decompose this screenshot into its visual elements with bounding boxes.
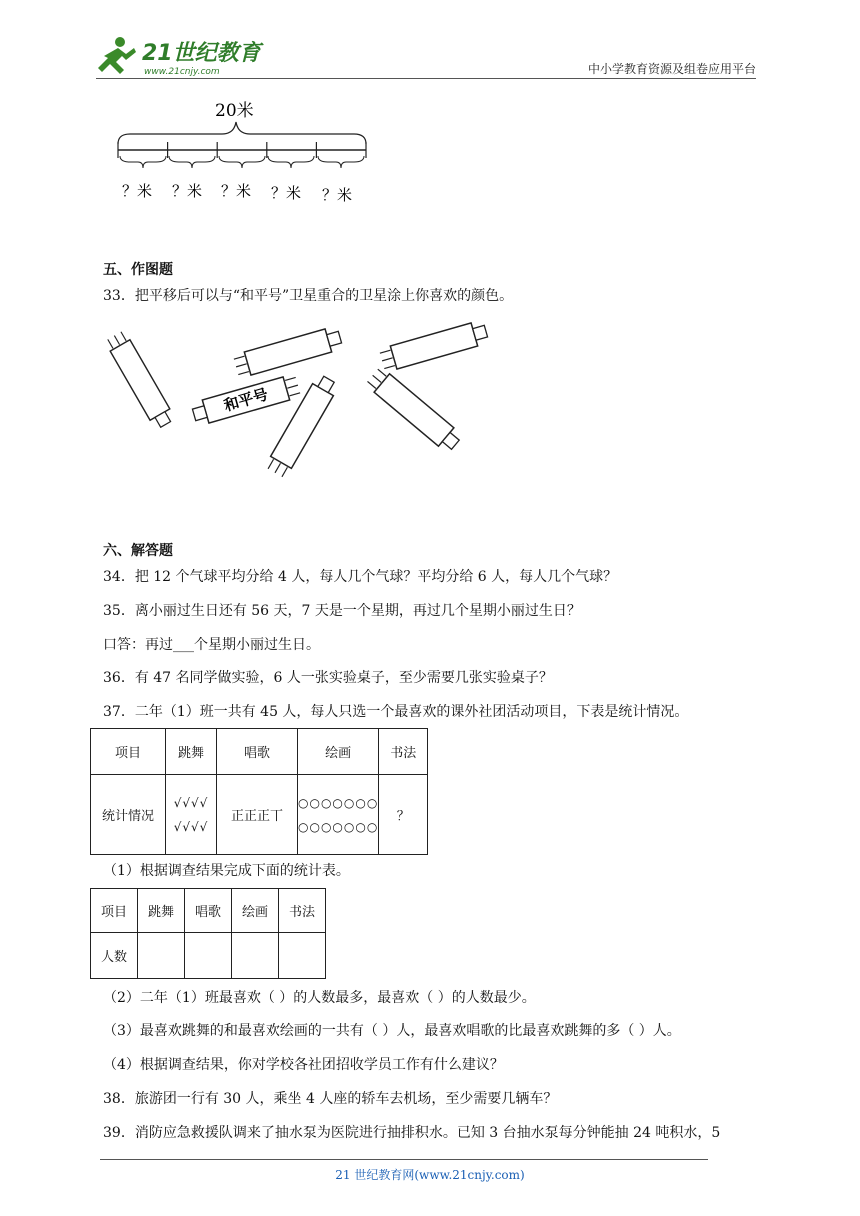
section-title-drawing: 五、作图题 — [103, 262, 173, 278]
logo-text: 21世纪教育 — [142, 41, 261, 66]
segment-labels — [122, 182, 352, 204]
segment-label: ？米 — [122, 182, 153, 200]
calligraphy-tally: ？ — [379, 775, 428, 855]
segment-label: ？米 — [172, 182, 203, 200]
satellite[interactable] — [365, 366, 463, 454]
segment-label: ？米 — [322, 186, 353, 204]
table-header: 唱歌 — [217, 729, 298, 775]
table-header: 跳舞 — [138, 889, 185, 933]
sub-braces — [120, 156, 364, 168]
segment-diagram — [110, 92, 380, 212]
survey-table — [90, 728, 428, 855]
table-header: 书法 — [279, 889, 326, 933]
question-37-3: （3）最喜欢跳舞的和最喜欢绘画的一共有（ ）人，最喜欢唱歌的比最喜欢跳舞的多（ ）人。 — [103, 1023, 681, 1039]
answer-cell[interactable] — [185, 933, 232, 979]
table-header: 唱歌 — [185, 889, 232, 933]
question-36: 36．有 47 名同学做实验，6 人一张实验桌子，至少需要几张实验桌子？ — [103, 670, 553, 686]
question-37: 37．二年（1）班一共有 45 人，每人只选一个最喜欢的课外社团活动项目，下表是统计情况。 — [103, 704, 689, 720]
brace — [118, 122, 366, 144]
answer-cell[interactable] — [232, 933, 279, 979]
satellite[interactable] — [379, 320, 489, 373]
logo — [96, 34, 266, 80]
question-37-1: （1）根据调查结果完成下面的统计表。 — [103, 863, 350, 879]
total-length-label: 20米 — [215, 101, 254, 121]
row-label: 统计情况 — [91, 775, 166, 855]
question-34: 34．把 12 个气球平均分给 4 人，每人几个气球？平均分给 6 人，每人几个气球？ — [103, 569, 618, 585]
row-label: 人数 — [91, 933, 138, 979]
table-header: 绘画 — [232, 889, 279, 933]
question-39: 39．消防应急救援队调来了抽水泵为医院进行抽排积水。已知 3 台抽水泵每分钟能抽 24 吨积水，5 — [103, 1125, 721, 1141]
paint-tally: ○○○○○○○ ○○○○○○○ — [298, 775, 379, 855]
question-37-4: （4）根据调查结果，你对学校各社团招收学员工作有什么建议？ — [103, 1057, 504, 1073]
question-35-answer: 口答：再过___个星期小丽过生日。 — [103, 637, 320, 653]
segment-label: ？米 — [221, 182, 252, 200]
satellite[interactable] — [233, 326, 343, 379]
question-38: 38．旅游团一行有 30 人，乘坐 4 人座的轿车去机场，至少需要几辆车？ — [103, 1091, 558, 1107]
sing-tally: 正正正丅 — [217, 775, 298, 855]
runner-icon — [98, 37, 136, 74]
satellite-label: 和平号 — [221, 385, 271, 415]
table-header: 项目 — [91, 889, 138, 933]
answer-cell[interactable] — [279, 933, 326, 979]
segment-label: ？米 — [271, 184, 302, 202]
logo-url: www.21cnjy.com — [144, 67, 220, 77]
answer-cell[interactable] — [138, 933, 185, 979]
count-table — [90, 888, 326, 979]
satellite-figure — [96, 316, 496, 496]
table-header: 绘画 — [298, 729, 379, 775]
platform-name: 中小学教育资源及组卷应用平台 — [587, 62, 756, 76]
satellite-heping[interactable] — [191, 374, 301, 427]
header-divider — [96, 78, 756, 79]
question-33: 33．把平移后可以与“和平号”卫星重合的卫星涂上你喜欢的颜色。 — [103, 288, 514, 304]
satellite[interactable] — [104, 330, 175, 430]
table-header: 书法 — [379, 729, 428, 775]
question-35: 35．离小丽过生日还有 56 天，7 天是一个星期，再过几个星期小丽过生日？ — [103, 603, 581, 619]
dance-tally: √√√√ √√√√ — [166, 775, 217, 855]
question-37-2: （2）二年（1）班最喜欢（ ）的人数最多，最喜欢（ ）的人数最少。 — [103, 990, 536, 1006]
table-header: 项目 — [91, 729, 166, 775]
table-header: 跳舞 — [166, 729, 217, 775]
section-title-solve: 六、解答题 — [103, 543, 173, 559]
footer-divider — [100, 1159, 708, 1160]
footer-link[interactable]: 21 世纪教育网(www.21cnjy.com) — [335, 1168, 525, 1182]
